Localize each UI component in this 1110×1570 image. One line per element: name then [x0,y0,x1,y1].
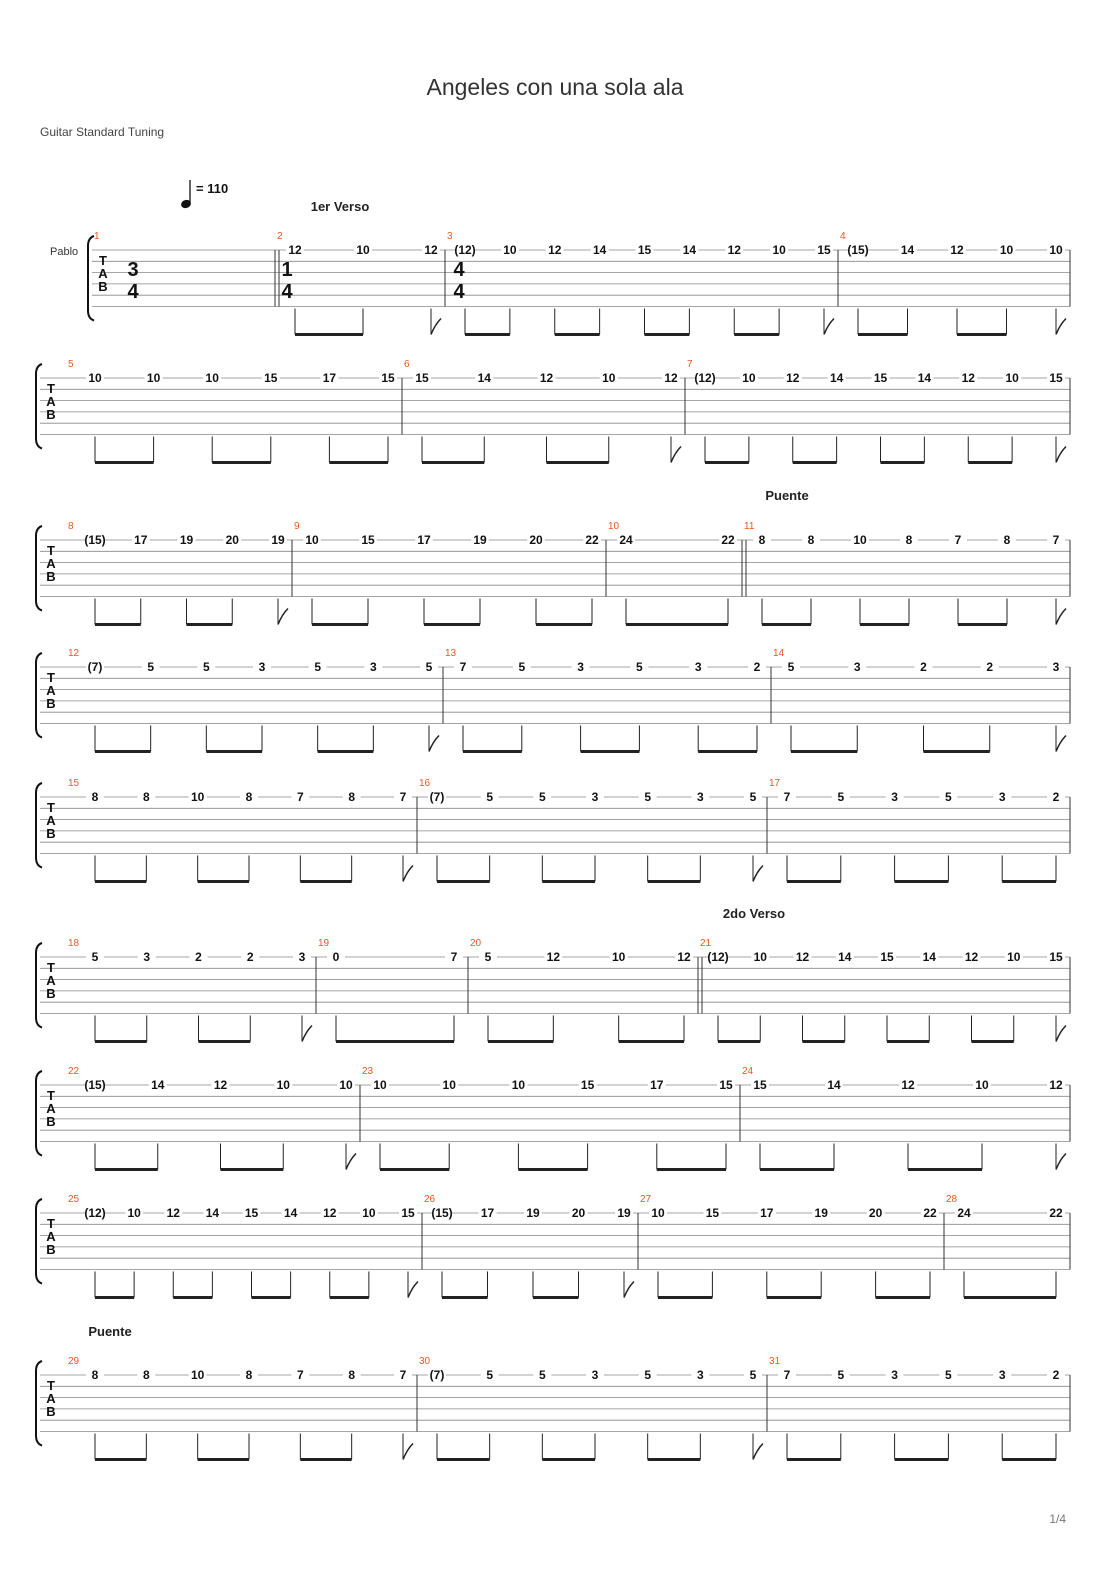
tab-clef-letter: B [46,986,56,1001]
tab-clef-letter: B [46,1242,56,1257]
fret-number: 10 [205,371,219,385]
fret-number: 15 [1049,950,1063,964]
fret-number: (12) [694,371,716,385]
fret-number: (12) [454,243,476,257]
note-flag [408,1282,418,1298]
fret-number: 10 [190,790,205,804]
fret-number: 8 [348,790,356,804]
measure-number: 11 [744,521,755,532]
fret-number: 10 [146,371,161,385]
tab-clef-letter: B [46,1114,56,1129]
system-bracket [36,653,42,738]
fret-number: 15 [637,243,652,257]
fret-number: 14 [592,243,607,257]
fret-number: 8 [142,1368,150,1382]
measure-number: 16 [419,778,431,789]
fret-number: 5 [945,1368,952,1382]
fret-number: 10 [276,1078,290,1092]
note-flag [671,447,681,463]
tab-system [36,1194,1070,1298]
system-bracket [36,1199,42,1284]
note-flag [1056,319,1066,335]
fret-number: 17 [417,533,431,547]
fret-number: 14 [900,243,915,257]
time-signature-bottom: 4 [127,281,139,303]
fret-number: 2 [1052,790,1060,804]
fret-number: 15 [1049,371,1063,385]
tab-clef-letter: T [47,1216,55,1231]
measure-number: 13 [445,648,457,659]
fret-number: 3 [577,660,584,674]
fret-number: 12 [166,1206,180,1220]
note-flag [824,319,834,335]
fret-number: 20 [529,533,543,547]
fret-number: 22 [923,1206,937,1220]
fret-number: 5 [749,1368,757,1382]
system-bracket [36,943,42,1028]
note-flag [753,866,763,882]
fret-number: 3 [998,1368,1006,1382]
tab-clef-letter: T [47,543,55,558]
note-flag [403,1444,413,1460]
note-flag [302,1026,312,1042]
system-bracket [36,526,42,611]
measure-number: 28 [946,1194,958,1205]
note-flag [1056,447,1066,463]
measure-number: 17 [769,778,781,789]
fret-number: 19 [814,1206,828,1220]
system-bracket [36,1071,42,1156]
measure-number: 8 [68,521,74,532]
fret-number: 12 [288,243,302,257]
fret-number: 3 [998,790,1006,804]
fret-number: 8 [142,790,150,804]
fret-number: 12 [664,371,678,385]
note-flag [1056,736,1066,752]
fret-number: 2 [753,660,761,674]
tab-clef-letter: T [47,1088,55,1103]
fret-number: 15 [753,1078,767,1092]
fret-number: 14 [922,950,936,964]
fret-number: 5 [91,950,99,964]
note-flag [278,609,288,625]
fret-number: 7 [783,1368,791,1382]
tab-clef-letter: B [46,569,56,584]
tab-clef-letter: T [47,381,55,396]
fret-number: 5 [636,660,643,674]
measure-number: 12 [68,648,80,659]
fret-number: 8 [905,533,913,547]
fret-number: 14 [917,371,932,385]
fret-number: 8 [91,1368,99,1382]
fret-number: 15 [580,1078,595,1092]
tab-clef-letter: A [46,1391,56,1406]
fret-number: 10 [356,243,370,257]
fret-number: 15 [880,950,894,964]
tempo-marking: = 110 [196,181,229,196]
fret-number: 5 [538,790,546,804]
fret-number: 5 [644,790,652,804]
fret-number: 14 [682,243,697,257]
fret-number: 5 [486,790,494,804]
tab-clef-letter: T [99,253,107,268]
fret-number: (15) [431,1206,453,1220]
fret-number: 12 [961,371,975,385]
fret-number: 5 [749,790,757,804]
fret-number: 10 [339,1078,353,1092]
fret-number: 10 [999,243,1014,257]
measure-number: 19 [318,938,330,949]
fret-number: 20 [571,1206,586,1220]
fret-number: 8 [807,533,815,547]
fret-number: 19 [526,1206,540,1220]
measure-number: 21 [700,938,712,949]
measure-number: 7 [687,359,693,370]
fret-number: 15 [401,1206,415,1220]
fret-number: (15) [84,1078,106,1092]
fret-number: 8 [245,1368,253,1382]
fret-number: 14 [205,1206,220,1220]
fret-number: 12 [901,1078,915,1092]
measure-number: 20 [470,938,482,949]
fret-number: 22 [1049,1206,1063,1220]
fret-number: 19 [473,533,487,547]
fret-number: 10 [1049,243,1063,257]
fret-number: (15) [84,533,106,547]
fret-number: 2 [920,660,927,674]
measure-number: 30 [419,1356,431,1367]
fret-number: 15 [719,1078,733,1092]
fret-number: 2 [986,660,994,674]
measure-number: 4 [840,231,846,242]
tab-clef-letter: B [46,407,56,422]
fret-number: 5 [484,950,492,964]
fret-number: 3 [891,1368,898,1382]
fret-number: 3 [298,950,306,964]
fret-number: 15 [264,371,278,385]
tab-clef-letter: A [46,813,56,828]
tab-system [36,1324,1070,1460]
fret-number: (7) [87,660,103,674]
fret-number: 7 [459,660,467,674]
fret-number: 12 [213,1078,228,1092]
fret-number: 10 [190,1368,205,1382]
measure-number: 1 [94,231,100,242]
fret-number: 3 [1052,660,1060,674]
fret-number: 3 [591,1368,599,1382]
fret-number: 15 [873,371,888,385]
fret-number: 17 [760,1206,774,1220]
fret-number: 19 [617,1206,631,1220]
fret-number: 8 [1003,533,1011,547]
measure-number: 23 [362,1066,374,1077]
time-signature-top: 4 [453,259,465,281]
fret-number: 3 [258,660,266,674]
fret-number: 15 [244,1206,259,1220]
tab-system [36,488,1070,625]
fret-number: 12 [677,950,691,964]
tab-clef-letter: T [47,960,55,975]
fret-number: 10 [88,371,102,385]
fret-number: 15 [381,371,395,385]
fret-number: 10 [362,1206,376,1220]
section-label: Puente [765,488,809,503]
fret-number: 5 [538,1368,546,1382]
note-flag [1056,1026,1066,1042]
fret-number: 8 [758,533,766,547]
measure-number: 14 [773,648,785,659]
fret-number: 7 [296,1368,304,1382]
tab-clef-letter: T [47,1378,55,1393]
fret-number: 2 [195,950,202,964]
fret-number: 5 [787,660,795,674]
fret-number: 7 [450,950,458,964]
measure-number: 9 [294,521,300,532]
fret-number: 5 [202,660,210,674]
fret-number: 22 [721,533,735,547]
fret-number: 20 [868,1206,883,1220]
fret-number: 3 [696,1368,704,1382]
fret-number: 3 [891,790,898,804]
tab-clef-letter: T [47,800,55,815]
fret-number: 7 [1052,533,1060,547]
fret-number: 10 [602,371,616,385]
measure-number: 25 [68,1194,80,1205]
note-flag [1056,609,1066,625]
measure-number: 3 [447,231,453,242]
tab-clef-letter: B [46,696,56,711]
measure-number: 2 [277,231,283,242]
fret-number: 5 [837,1368,845,1382]
fret-number: 14 [827,1078,841,1092]
measure-number: 10 [608,521,620,532]
time-signature-bottom: 4 [453,281,465,303]
song-title: Angeles con una sola ala [426,74,684,100]
fret-number: 2 [1052,1368,1060,1382]
time-signature-top: 3 [127,259,139,281]
fret-number: 14 [838,950,852,964]
measure-number: 27 [640,1194,652,1205]
tab-clef-letter: A [46,1101,56,1116]
tab-system [36,906,1070,1042]
tab-system [36,778,1070,882]
fret-number: 15 [705,1206,720,1220]
tab-clef-letter: A [46,556,56,571]
fret-number: 7 [954,533,962,547]
fret-number: 14 [151,1078,165,1092]
fret-number: 15 [817,243,831,257]
tab-clef-letter: A [46,683,56,698]
system-bracket [88,236,94,321]
note-flag [1056,1154,1066,1170]
fret-number: 3 [591,790,599,804]
tab-clef-letter: B [46,1404,56,1419]
fret-number: 5 [486,1368,494,1382]
measure-number: 26 [424,1194,436,1205]
fret-number: 12 [1049,1078,1063,1092]
measure-number: 18 [68,938,80,949]
fret-number: 10 [853,533,867,547]
fret-number: 8 [245,790,253,804]
measure-number: 6 [404,359,410,370]
fret-number: (7) [429,1368,445,1382]
fret-number: 10 [1007,950,1021,964]
fret-number: 12 [424,243,438,257]
fret-number: 7 [399,790,407,804]
fret-number: 10 [442,1078,456,1092]
fret-number: 10 [753,950,767,964]
fret-number: 17 [322,371,337,385]
note-flag [346,1154,356,1170]
fret-number: 5 [837,790,845,804]
fret-number: 2 [246,950,254,964]
fret-number: 8 [348,1368,356,1382]
fret-number: 12 [786,371,800,385]
fret-number: 10 [305,533,319,547]
page-number: 1/4 [1049,1512,1066,1526]
fret-number: 14 [477,371,491,385]
fret-number: 10 [975,1078,989,1092]
fret-number: 3 [696,790,704,804]
fret-number: 3 [853,660,861,674]
fret-number: 12 [539,371,554,385]
fret-number: 3 [143,950,151,964]
system-bracket [36,364,42,449]
fret-number: 10 [373,1078,387,1092]
fret-number: 12 [795,950,810,964]
measure-number: 22 [68,1066,80,1077]
measure-number: 24 [742,1066,754,1077]
fret-number: 8 [91,790,99,804]
fret-number: (12) [84,1206,106,1220]
fret-number: 7 [296,790,304,804]
fret-number: 10 [503,243,517,257]
tab-clef-letter: B [46,826,56,841]
fret-number: 10 [651,1206,665,1220]
fret-number: (12) [707,950,729,964]
tab-clef-letter: B [98,279,108,294]
tab-clef-letter: A [46,973,56,988]
system-bracket [36,783,42,868]
fret-number: 19 [179,533,194,547]
time-signature-top: 1 [281,259,293,281]
fret-number: 22 [585,533,599,547]
tab-clef-letter: A [98,266,108,281]
fret-number: 10 [511,1078,526,1092]
note-flag [403,866,413,882]
tab-clef-letter: A [46,1229,56,1244]
fret-number: 7 [399,1368,407,1382]
fret-number: 12 [548,243,562,257]
time-signature-bottom: 4 [281,281,293,303]
note-flag [431,319,441,335]
fret-number: 3 [369,660,377,674]
measure-number: 31 [769,1356,781,1367]
fret-number: 5 [945,790,952,804]
tab-clef-letter: A [46,394,56,409]
fret-number: 12 [727,243,741,257]
fret-number: 0 [332,950,340,964]
fret-number: 5 [518,660,526,674]
tab-system [36,1066,1070,1170]
fret-number: 24 [957,1206,971,1220]
fret-number: 10 [742,371,756,385]
fret-number: 12 [964,950,979,964]
fret-number: 17 [134,533,148,547]
note-flag [753,1444,763,1460]
fret-number: 10 [1005,371,1019,385]
section-label: 2do Verso [722,906,786,921]
note-flag [429,736,439,752]
fret-number: (15) [847,243,869,257]
fret-number: 17 [480,1206,495,1220]
fret-number: 14 [283,1206,298,1220]
fret-number: 15 [415,371,429,385]
note-flag [624,1282,634,1298]
fret-number: 10 [127,1206,141,1220]
fret-number: 24 [619,533,633,547]
fret-number: 15 [361,533,375,547]
fret-number: 10 [611,950,626,964]
tab-system [36,359,1070,463]
fret-number: (7) [429,790,445,804]
system-bracket [36,1361,42,1446]
section-label: 1er Verso [310,199,370,214]
fret-number: 5 [314,660,322,674]
fret-number: 14 [829,371,844,385]
tab-system [88,199,1070,335]
fret-number: 17 [650,1078,664,1092]
instrument-name: Pablo [50,246,79,258]
fret-number: 5 [425,660,433,674]
fret-number: 5 [644,1368,652,1382]
fret-number: 19 [271,533,285,547]
tab-system [36,648,1070,752]
fret-number: 7 [783,790,791,804]
fret-number: 10 [772,243,786,257]
section-label: Puente [88,1324,132,1339]
fret-number: 12 [950,243,964,257]
fret-number: 3 [694,660,702,674]
tab-clef-letter: T [47,670,55,685]
fret-number: 20 [225,533,239,547]
fret-number: 12 [323,1206,337,1220]
measure-number: 15 [68,778,80,789]
tuning-label: Guitar Standard Tuning [40,125,165,139]
measure-number: 29 [68,1356,80,1367]
measure-number: 5 [68,359,74,370]
fret-number: 12 [546,950,561,964]
fret-number: 5 [147,660,155,674]
